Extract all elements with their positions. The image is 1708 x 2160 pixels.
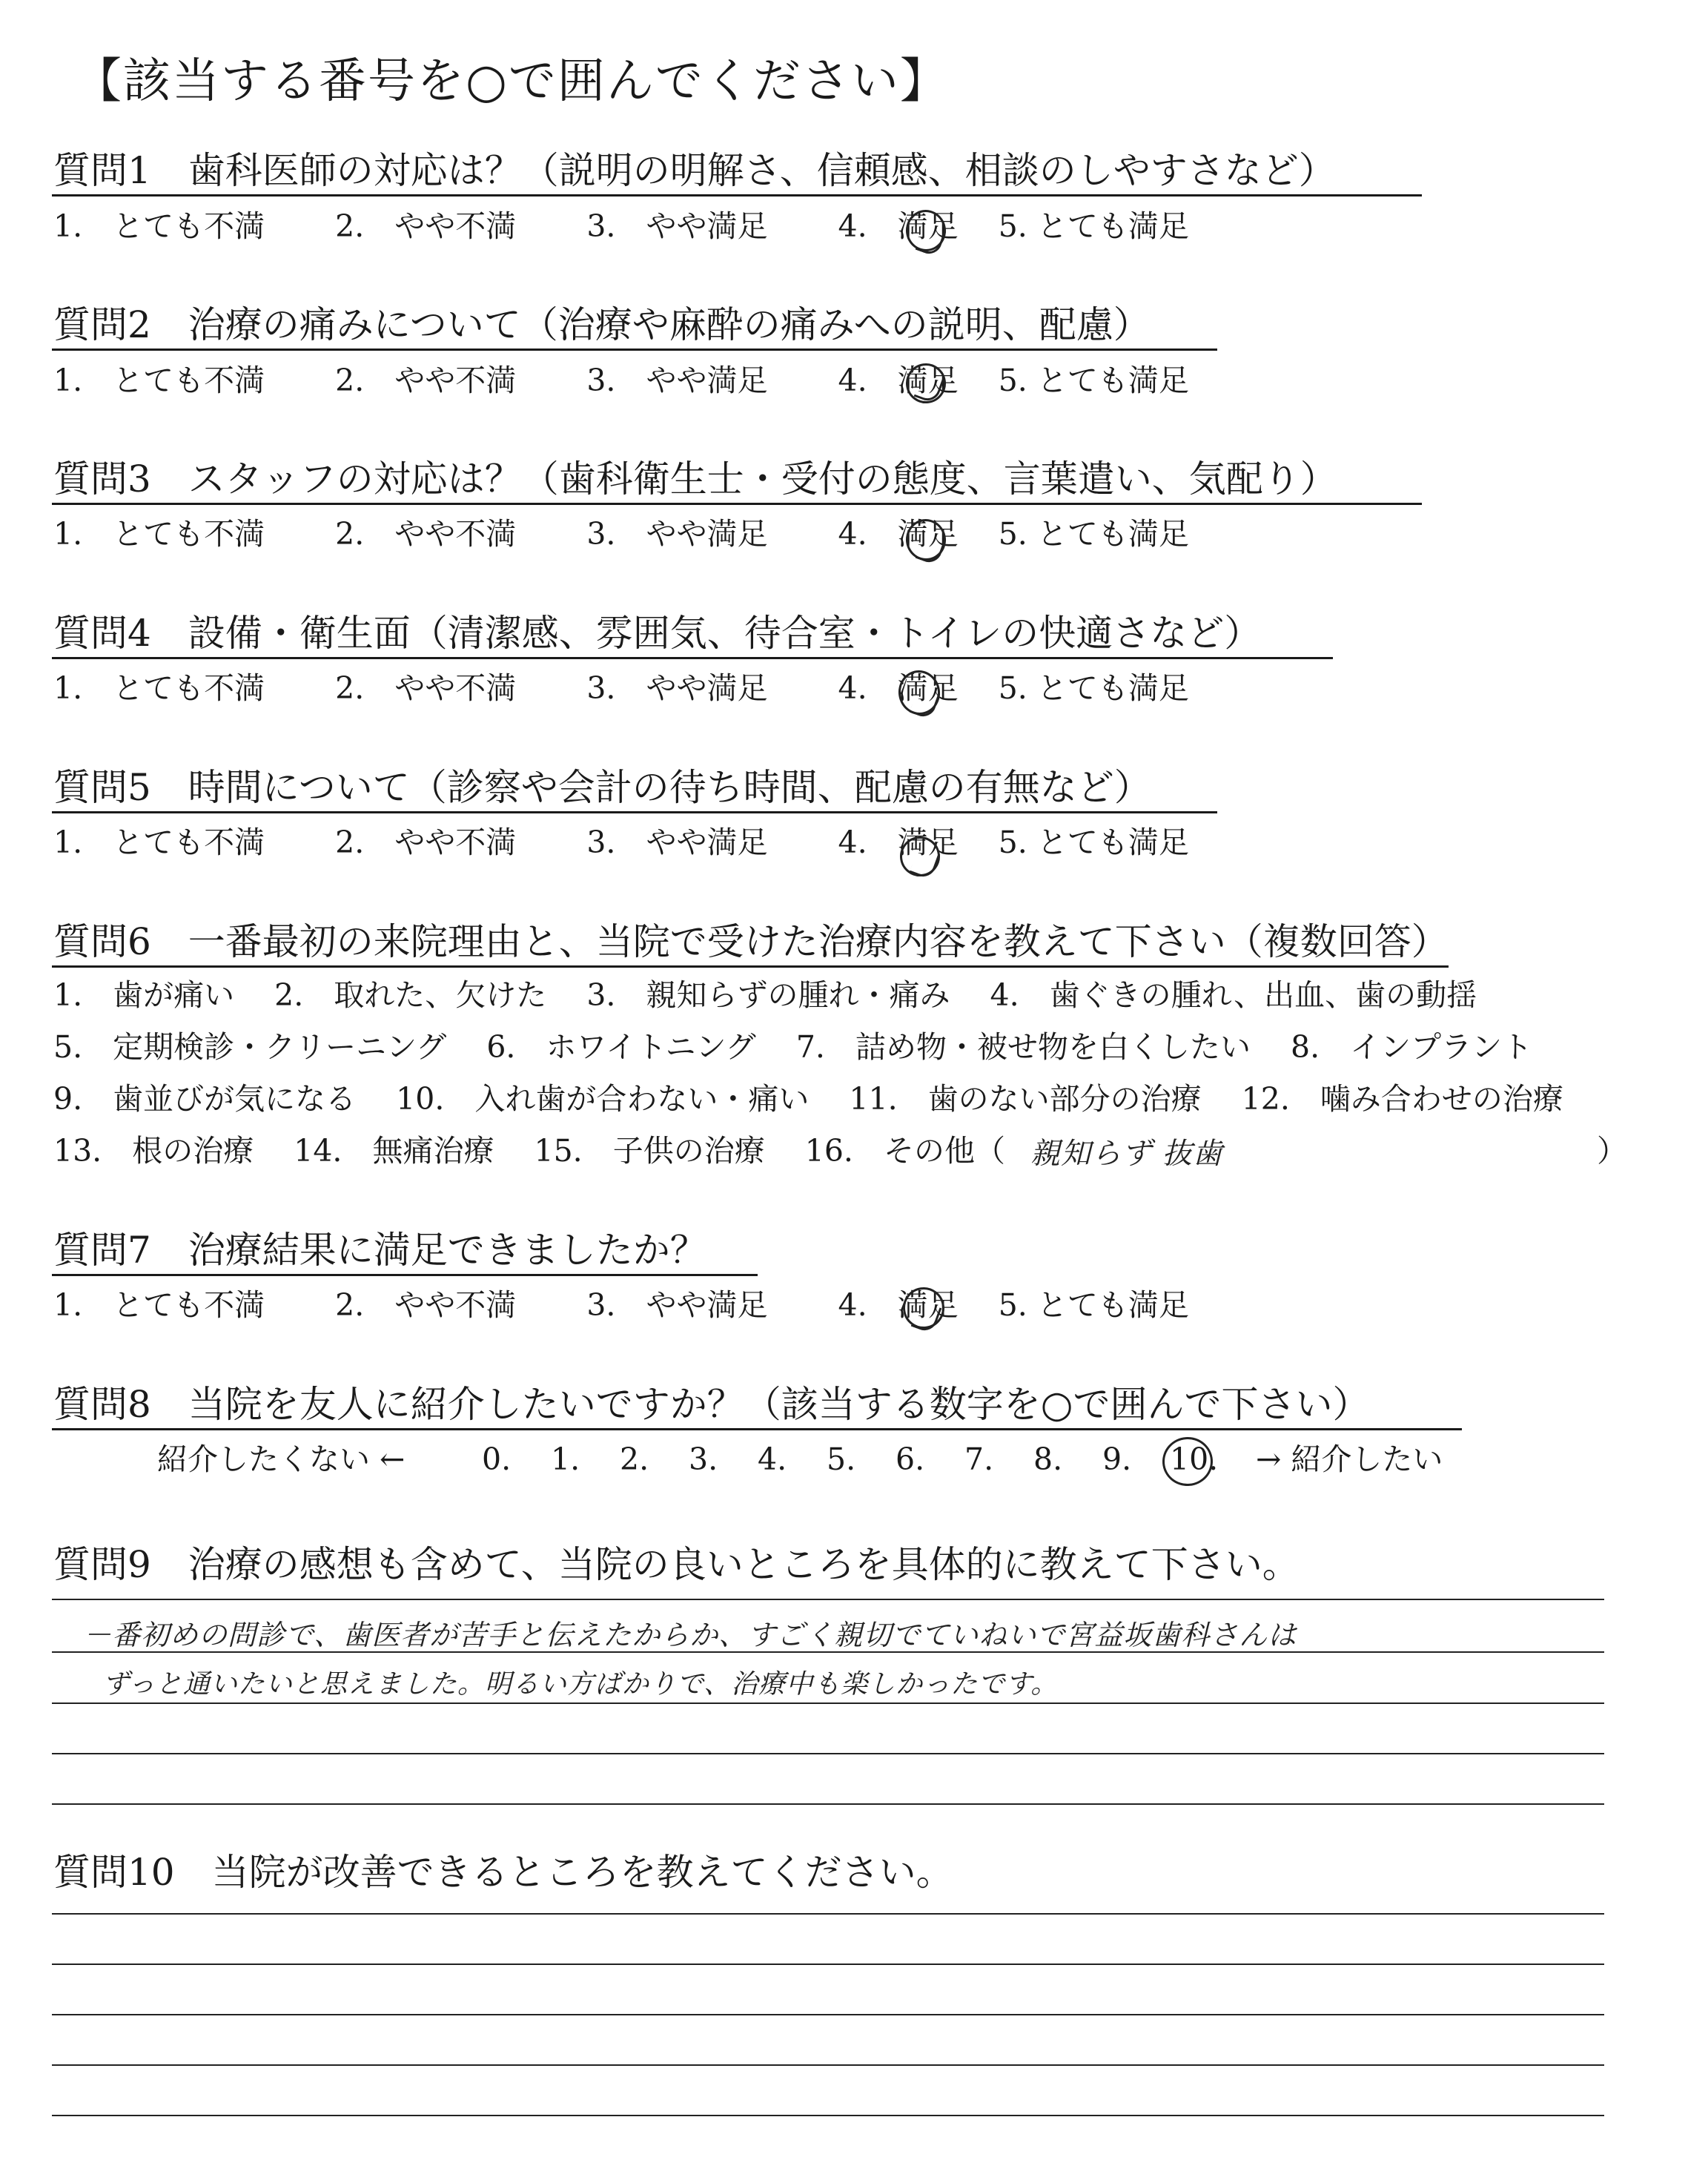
question-3-options: [53, 516, 1189, 552]
option-5-number[interactable]: 5.: [998, 1287, 1027, 1323]
option-5-number[interactable]: 5.: [998, 208, 1027, 244]
question-6-row-1: [53, 977, 1477, 1013]
option-1[interactable]: 1. とても不満: [53, 670, 265, 706]
option-16[interactable]: 16. その他（: [804, 1133, 1005, 1169]
option-9[interactable]: 9. 歯並びが気になる: [53, 1081, 357, 1117]
option-4[interactable]: 4. 満足: [838, 516, 959, 552]
option-8[interactable]: 8. インプラント: [1291, 1029, 1533, 1065]
question-4-title: 質問4 設備・衛生面（清潔感、雰囲気、待合室・トイレの快適さなど）: [53, 612, 1262, 655]
recommend-right-label: → 紹介したい: [1256, 1441, 1443, 1477]
answer-line: [52, 2064, 1604, 2066]
option-11[interactable]: 11. 歯のない部分の治療: [849, 1081, 1202, 1117]
option-1[interactable]: 1. とても不満: [53, 208, 265, 244]
question-2-options: [53, 363, 1189, 398]
option-5[interactable]: とても満足: [1036, 1287, 1189, 1323]
recommend-6[interactable]: 6.: [896, 1441, 925, 1477]
question-5-underline: [52, 811, 1217, 813]
answer-line: [52, 1702, 1604, 1704]
question-6-title: 質問6 一番最初の来院理由と、当院で受けた治療内容を教えて下さい（複数回答）: [53, 920, 1449, 963]
option-14[interactable]: 14. 無痛治療: [294, 1133, 494, 1169]
option-5[interactable]: とても満足: [1036, 363, 1189, 398]
option-4[interactable]: 4. 満足: [838, 825, 959, 860]
option-5[interactable]: とても満足: [1036, 670, 1189, 706]
question-3-title: 質問3 スタッフの対応は？（歯科衛生士・受付の態度、言葉遣い、気配り）: [53, 458, 1337, 501]
option-5-number[interactable]: 5.: [998, 516, 1027, 552]
recommend-left-label: 紹介したくない ←: [157, 1441, 406, 1477]
option-3[interactable]: 3. やや満足: [586, 516, 768, 552]
answer-line: [52, 1599, 1604, 1600]
question-7-options: [53, 1287, 1189, 1323]
option-13[interactable]: 13. 根の治療: [53, 1133, 254, 1169]
option-5-number[interactable]: 5.: [998, 363, 1027, 398]
question-5-title: 質問5 時間について（診察や会計の待ち時間、配慮の有無など）: [53, 766, 1151, 809]
question-7-title: 質問7 治療結果に満足できましたか？: [53, 1229, 707, 1272]
option-1[interactable]: 1. とても不満: [53, 1287, 265, 1323]
recommend-5[interactable]: 5.: [827, 1441, 856, 1477]
option-5-number[interactable]: 5.: [998, 670, 1027, 706]
answer-line: [52, 2014, 1604, 2015]
option-5[interactable]: とても満足: [1036, 516, 1189, 552]
option-2[interactable]: 2. やや不満: [335, 516, 517, 552]
option-4[interactable]: 4. 満足: [838, 1287, 959, 1323]
option-3[interactable]: 3. やや満足: [586, 670, 768, 706]
option-1[interactable]: 1. とても不満: [53, 363, 265, 398]
option-1[interactable]: 1. とても不満: [53, 516, 265, 552]
question-6-underline: [52, 965, 1449, 968]
question-1-options: [53, 208, 1189, 244]
option-1[interactable]: 1. とても不満: [53, 825, 265, 860]
option-3[interactable]: 3. やや満足: [586, 208, 768, 244]
option-2[interactable]: 2. やや不満: [335, 825, 517, 860]
option-6[interactable]: 6. ホワイトニング: [486, 1029, 756, 1065]
question-4-options: [53, 670, 1189, 706]
question-5-options: [53, 825, 1189, 860]
question-9-title: 質問9 治療の感想も含めて、当院の良いところを具体的に教えて下さい。: [53, 1543, 1300, 1586]
question-2-underline: [52, 349, 1217, 351]
other-close-paren: ）: [1597, 1133, 1627, 1169]
option-4[interactable]: 4. 満足: [838, 208, 959, 244]
option-3[interactable]: 3. やや満足: [586, 1287, 768, 1323]
question-4-underline: [52, 657, 1333, 659]
option-2[interactable]: 2. 取れた、欠けた: [274, 977, 547, 1013]
recommend-1[interactable]: 1.: [551, 1441, 580, 1477]
option-15[interactable]: 15. 子供の治療: [534, 1133, 765, 1169]
recommend-2[interactable]: 2.: [620, 1441, 649, 1477]
recommend-10[interactable]: 10.: [1170, 1441, 1219, 1477]
recommend-4[interactable]: 4.: [758, 1441, 787, 1477]
recommend-0[interactable]: 0.: [482, 1441, 512, 1477]
option-4[interactable]: 4. 満足: [838, 670, 959, 706]
question-6-row-3: [53, 1081, 1563, 1117]
question-6-row-2: [53, 1029, 1533, 1065]
answer-line: [52, 1913, 1604, 1915]
option-4[interactable]: 4. 歯ぐきの腫れ、出血、歯の動揺: [990, 977, 1477, 1013]
option-2[interactable]: 2. やや不満: [335, 208, 517, 244]
option-2[interactable]: 2. やや不満: [335, 363, 517, 398]
answer-line: [52, 1803, 1604, 1805]
recommend-3[interactable]: 3.: [689, 1441, 718, 1477]
option-10[interactable]: 10. 入れ歯が合わない・痛い: [396, 1081, 810, 1117]
option-3[interactable]: 3. 親知らずの腫れ・痛み: [586, 977, 950, 1013]
page-title: 【該当する番号を○で囲んでください】: [74, 54, 949, 109]
option-4[interactable]: 4. 満足: [838, 363, 959, 398]
question-1-title: 質問1 歯科医師の対応は？（説明の明解さ、信頼感、相談のしやすさなど）: [53, 149, 1336, 192]
option-1[interactable]: 1. 歯が痛い: [53, 977, 235, 1013]
q9-answer-line-1[interactable]: －番初めの問診で、歯医者が苦手と伝えたからか、すごく親切でていねいで宮益坂歯科さんは: [83, 1619, 1297, 1651]
q9-answer-line-2[interactable]: ずっと通いたいと思えました。明るい方ばかりで、治療中も楽しかったです。: [102, 1669, 1059, 1700]
option-5[interactable]: とても満足: [1036, 825, 1189, 860]
option-2[interactable]: 2. やや不満: [335, 670, 517, 706]
question-8-underline: [52, 1428, 1462, 1430]
other-handwritten-answer[interactable]: 親知らず 抜歯: [1030, 1137, 1223, 1171]
question-1-underline: [52, 194, 1422, 196]
question-10-title: 質問10 当院が改善できるところを教えてください。: [53, 1851, 953, 1894]
recommend-9[interactable]: 9.: [1102, 1441, 1132, 1477]
recommend-7[interactable]: 7.: [964, 1441, 994, 1477]
option-5-number[interactable]: 5.: [998, 825, 1027, 860]
option-12[interactable]: 12. 噛み合わせの治療: [1241, 1081, 1563, 1117]
question-6-row-4: [53, 1133, 1005, 1169]
option-2[interactable]: 2. やや不満: [335, 1287, 517, 1323]
recommend-8[interactable]: 8.: [1033, 1441, 1063, 1477]
option-5[interactable]: とても満足: [1036, 208, 1189, 244]
option-3[interactable]: 3. やや満足: [586, 825, 768, 860]
question-2-title: 質問2 治療の痛みについて（治療や麻酔の痛みへの説明、配慮）: [53, 303, 1151, 346]
question-7-underline: [52, 1274, 758, 1276]
option-3[interactable]: 3. やや満足: [586, 363, 768, 398]
option-5[interactable]: 5. 定期検診・クリーニング: [53, 1029, 447, 1065]
answer-line: [52, 2115, 1604, 2116]
answer-line: [52, 1964, 1604, 1965]
option-7[interactable]: 7. 詰め物・被せ物を白くしたい: [795, 1029, 1251, 1065]
question-8-title: 質問8 当院を友人に紹介したいですか？（該当する数字を○で囲んで下さい）: [53, 1383, 1370, 1426]
answer-line: [52, 1753, 1604, 1754]
question-3-underline: [52, 503, 1422, 505]
